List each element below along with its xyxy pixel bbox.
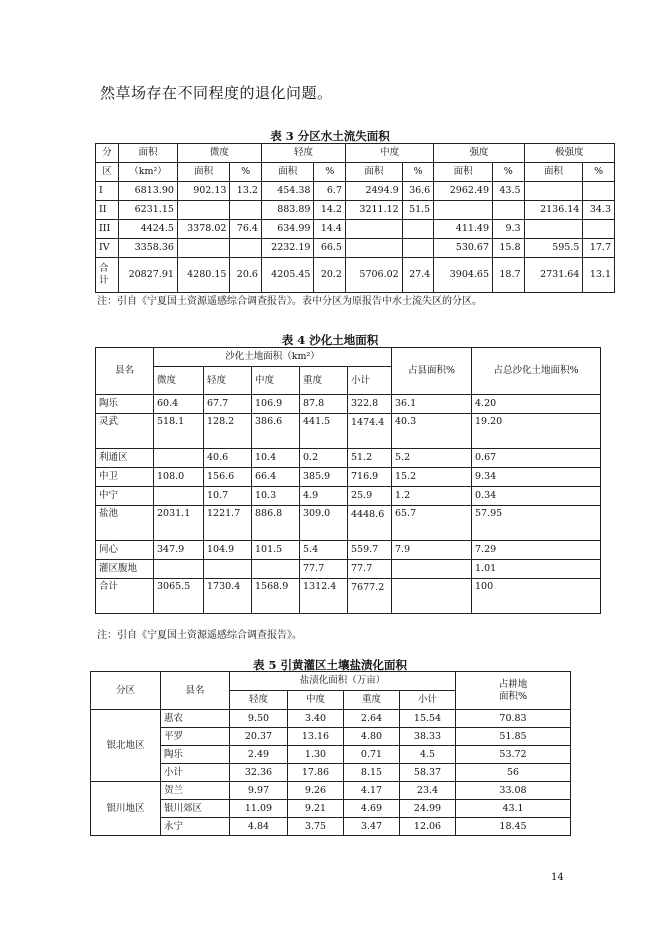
table-cell: 51.5 <box>402 201 434 220</box>
table-cell: 3358.36 <box>119 239 178 258</box>
row-label: 中宁 <box>96 487 154 506</box>
row-label: 永宁 <box>161 818 230 836</box>
table-cell: 3.40 <box>288 710 344 728</box>
table-cell: 67.7 <box>204 395 252 414</box>
table-cell: 40.3 <box>392 414 472 449</box>
row-label: 中卫 <box>96 468 154 487</box>
table-cell: 454.38 <box>261 182 314 201</box>
table4-note: 注：引自《宁夏国土资源遥感综合调查报告》。 <box>97 630 302 641</box>
table-cell <box>230 201 262 220</box>
table3-header-fenqu-b: 区 <box>96 163 119 182</box>
table-row <box>96 258 615 293</box>
row-label: 小计 <box>161 764 230 782</box>
table-cell: 7.29 <box>472 541 601 560</box>
table-cell: 559.7 <box>348 541 392 560</box>
table4-caption: 表 4 沙化土地面积 <box>281 333 379 347</box>
table-cell: 58.37 <box>400 764 456 782</box>
table-cell: 13.2 <box>230 182 262 201</box>
table3-subheader-area: 面积 <box>524 163 583 182</box>
table-cell <box>524 220 583 239</box>
table-cell: 1.01 <box>472 560 601 579</box>
table-cell <box>177 201 230 220</box>
table5-caption: 表 5 引黄灌区土壤盐渍化面积 <box>252 658 407 672</box>
table4-subheader: 中度 <box>252 367 300 395</box>
table-cell: 9.34 <box>472 468 601 487</box>
row-label: 陶乐 <box>161 746 230 764</box>
table3-header-area: 面积 <box>119 144 178 163</box>
table-cell: 43.1 <box>456 800 571 818</box>
row-label: 灌区腹地 <box>96 560 154 579</box>
table-row <box>91 746 571 764</box>
table-cell: 3.47 <box>344 818 400 836</box>
table-cell: 2.64 <box>344 710 400 728</box>
table-cell <box>434 201 493 220</box>
table-cell: 25.9 <box>348 487 392 506</box>
table-cell: 3065.5 <box>154 579 204 614</box>
table-cell: 18.7 <box>493 258 525 293</box>
table-cell: 77.7 <box>348 560 392 579</box>
table4-subheader: 轻度 <box>204 367 252 395</box>
table-cell <box>204 560 252 579</box>
table3-header-area-unit: （km²） <box>119 163 178 182</box>
row-label: IV <box>96 239 119 258</box>
table4-header-pct-total: 占总沙化土地面积% <box>472 348 601 395</box>
table5-header-pct-line2: 面积% <box>499 690 528 702</box>
table-cell: 634.99 <box>261 220 314 239</box>
table-cell: 156.6 <box>204 468 252 487</box>
table5-subheader: 中度 <box>288 691 344 710</box>
table-row <box>91 800 571 818</box>
table-cell: 2731.64 <box>524 258 583 293</box>
table4-subheader: 重度 <box>300 367 348 395</box>
table-cell: 1474.4 <box>348 414 392 449</box>
table4-desertification <box>95 347 601 614</box>
row-label: II <box>96 201 119 220</box>
table-cell: 13.1 <box>583 258 615 293</box>
table-cell: 6231.15 <box>119 201 178 220</box>
table-cell: 15.54 <box>400 710 456 728</box>
table3-subheader-pct: % <box>230 163 262 182</box>
table-cell: 1221.7 <box>204 506 252 541</box>
table-cell <box>402 239 434 258</box>
table-cell: 43.5 <box>493 182 525 201</box>
table-cell: 4.17 <box>344 782 400 800</box>
table-cell: 2.49 <box>230 746 288 764</box>
table-row <box>96 182 615 201</box>
table-cell: 12.06 <box>400 818 456 836</box>
table-cell: 8.15 <box>344 764 400 782</box>
table-cell: 2136.14 <box>524 201 583 220</box>
table-cell: 60.4 <box>154 395 204 414</box>
table-cell <box>583 182 615 201</box>
table-cell: 595.5 <box>524 239 583 258</box>
table-row <box>96 487 601 506</box>
table-cell: 51.85 <box>456 728 571 746</box>
table-cell: 33.08 <box>456 782 571 800</box>
table-cell: 386.6 <box>252 414 300 449</box>
table-cell: 14.2 <box>314 201 346 220</box>
table-cell: 24.99 <box>400 800 456 818</box>
table-row <box>96 395 601 414</box>
table-cell <box>154 487 204 506</box>
table-cell: 4.80 <box>344 728 400 746</box>
table-cell: 23.4 <box>400 782 456 800</box>
table-cell: 66.5 <box>314 239 346 258</box>
row-label: 贺兰 <box>161 782 230 800</box>
table-cell: 20.2 <box>314 258 346 293</box>
table-cell <box>524 182 583 201</box>
table-cell: 51.2 <box>348 449 392 468</box>
table-row <box>91 710 571 728</box>
table-cell: 441.5 <box>300 414 348 449</box>
table-row <box>96 560 601 579</box>
table-row <box>91 818 571 836</box>
region-label: 银北地区 <box>91 710 161 782</box>
table-cell: 3211.12 <box>345 201 402 220</box>
table4-subheader: 微度 <box>154 367 204 395</box>
table-cell: 77.7 <box>300 560 348 579</box>
table-cell: 2494.9 <box>345 182 402 201</box>
table-cell: 101.5 <box>252 541 300 560</box>
table-cell: 3.75 <box>288 818 344 836</box>
table-cell: 18.45 <box>456 818 571 836</box>
region-label: 银川地区 <box>91 782 161 836</box>
table-cell: 106.9 <box>252 395 300 414</box>
table3-header-group: 微度 <box>177 144 261 163</box>
table4-header-group: 沙化土地面积（km²） <box>154 348 392 367</box>
table-cell: 7.9 <box>392 541 472 560</box>
table-row <box>96 239 615 258</box>
row-label: 银川郊区 <box>161 800 230 818</box>
table-cell: 9.97 <box>230 782 288 800</box>
row-label: 盐池 <box>96 506 154 541</box>
table3-note: 注：引自《宁夏国土资源遥感综合调查报告》。表中分区为原报告中水土流失区的分区。 <box>97 296 482 307</box>
table-cell: 4.9 <box>300 487 348 506</box>
table-cell <box>154 560 204 579</box>
table3-subheader-pct: % <box>402 163 434 182</box>
table3-header-group: 强度 <box>434 144 524 163</box>
table5-header-pct <box>456 672 571 710</box>
table-cell: 5706.02 <box>345 258 402 293</box>
table-cell: 1.2 <box>392 487 472 506</box>
table-cell: 3378.02 <box>177 220 230 239</box>
table-cell: 36.6 <box>402 182 434 201</box>
table-cell: 322.8 <box>348 395 392 414</box>
table-cell: 886.8 <box>252 506 300 541</box>
table3-erosion <box>95 143 615 293</box>
table3-subheader-area: 面积 <box>261 163 314 182</box>
table-cell: 10.4 <box>252 449 300 468</box>
table-cell: 56 <box>456 764 571 782</box>
table3-subheader-pct: % <box>493 163 525 182</box>
table-cell <box>252 560 300 579</box>
table-cell: 0.2 <box>300 449 348 468</box>
table-cell: 87.8 <box>300 395 348 414</box>
table-cell: 518.1 <box>154 414 204 449</box>
row-label: 平罗 <box>161 728 230 746</box>
table-row <box>91 764 571 782</box>
table-cell: 9.50 <box>230 710 288 728</box>
table-cell: 2962.49 <box>434 182 493 201</box>
table-cell: 15.2 <box>392 468 472 487</box>
table5-salinization <box>90 671 571 836</box>
table-cell: 309.0 <box>300 506 348 541</box>
table-cell: 17.7 <box>583 239 615 258</box>
table-cell: 4.69 <box>344 800 400 818</box>
table4-header-pct-county: 占县面积% <box>392 348 472 395</box>
table-cell: 53.72 <box>456 746 571 764</box>
table4-header-county: 县名 <box>96 348 154 395</box>
table-cell: 883.89 <box>261 201 314 220</box>
table-cell: 20.37 <box>230 728 288 746</box>
table-cell <box>392 560 472 579</box>
table-cell: 4448.6 <box>348 506 392 541</box>
table-cell: 4280.15 <box>177 258 230 293</box>
table-cell: 70.83 <box>456 710 571 728</box>
table-cell: 10.7 <box>204 487 252 506</box>
table3-caption: 表 3 分区水土流失面积 <box>270 129 390 143</box>
table-cell: 4.84 <box>230 818 288 836</box>
table5-header-group: 盐渍化面积（万亩） <box>230 672 456 691</box>
table-cell: 11.09 <box>230 800 288 818</box>
table-row <box>96 541 601 560</box>
table5-header-pct-line1: 占耕地 <box>498 678 528 690</box>
table3-subheader-area: 面积 <box>177 163 230 182</box>
table-cell: 1312.4 <box>300 579 348 614</box>
table-row <box>96 468 601 487</box>
table5-header-county: 县名 <box>161 672 230 710</box>
table-cell: 38.33 <box>400 728 456 746</box>
table5-subheader: 重度 <box>344 691 400 710</box>
table-cell: 3904.65 <box>434 258 493 293</box>
table-cell: 40.6 <box>204 449 252 468</box>
table-cell <box>392 579 472 614</box>
table-cell: 1568.9 <box>252 579 300 614</box>
row-label: 惠农 <box>161 710 230 728</box>
table3-header-group: 中度 <box>345 144 433 163</box>
table-cell: 902.13 <box>177 182 230 201</box>
table-cell: 17.86 <box>288 764 344 782</box>
table3-subheader-pct: % <box>314 163 346 182</box>
table-row <box>91 782 571 800</box>
row-label: I <box>96 182 119 201</box>
table-cell: 27.4 <box>402 258 434 293</box>
table-cell: 7677.2 <box>348 579 392 614</box>
table-cell: 347.9 <box>154 541 204 560</box>
table-cell: 0.67 <box>472 449 601 468</box>
table-cell: 19.20 <box>472 414 601 449</box>
table-cell: 20827.91 <box>119 258 178 293</box>
table-cell: 9.3 <box>493 220 525 239</box>
table-cell: 15.8 <box>493 239 525 258</box>
table-cell: 1730.4 <box>204 579 252 614</box>
row-label: 灵武 <box>96 414 154 449</box>
table-cell: 20.6 <box>230 258 262 293</box>
row-label: 合计 <box>96 579 154 614</box>
table3-subheader-pct: % <box>583 163 615 182</box>
table5-subheader: 轻度 <box>230 691 288 710</box>
table-cell: 65.7 <box>392 506 472 541</box>
table-cell <box>154 449 204 468</box>
table-cell: 716.9 <box>348 468 392 487</box>
intro-paragraph: 然草场存在不同程度的退化问题。 <box>100 84 333 102</box>
table-cell: 9.21 <box>288 800 344 818</box>
table-row <box>96 579 601 614</box>
table-cell: 4424.5 <box>119 220 178 239</box>
table-cell: 10.3 <box>252 487 300 506</box>
table-cell: 0.34 <box>472 487 601 506</box>
table-cell: 128.2 <box>204 414 252 449</box>
table-cell: 66.4 <box>252 468 300 487</box>
table5-header-region: 分区 <box>91 672 161 710</box>
table-cell: 5.2 <box>392 449 472 468</box>
table-cell: 108.0 <box>154 468 204 487</box>
table-cell <box>230 239 262 258</box>
table-cell <box>493 201 525 220</box>
table-cell: 36.1 <box>392 395 472 414</box>
table-cell <box>402 220 434 239</box>
table-cell: 6813.90 <box>119 182 178 201</box>
table-row <box>96 449 601 468</box>
table-cell <box>583 220 615 239</box>
table-cell: 14.4 <box>314 220 346 239</box>
row-label: 合计 <box>96 258 119 293</box>
table-cell: 76.4 <box>230 220 262 239</box>
table-cell: 5.4 <box>300 541 348 560</box>
table5-subheader: 小计 <box>400 691 456 710</box>
table-cell: 2031.1 <box>154 506 204 541</box>
table-cell: 4.20 <box>472 395 601 414</box>
table-cell: 57.95 <box>472 506 601 541</box>
table-cell: 4205.45 <box>261 258 314 293</box>
table-cell: 104.9 <box>204 541 252 560</box>
table-cell <box>345 220 402 239</box>
table-cell: 1.30 <box>288 746 344 764</box>
table-row <box>96 506 601 541</box>
table-cell <box>177 239 230 258</box>
table-cell: 9.26 <box>288 782 344 800</box>
row-label: III <box>96 220 119 239</box>
row-label: 同心 <box>96 541 154 560</box>
table-row <box>96 201 615 220</box>
table-cell: 411.49 <box>434 220 493 239</box>
table3-subheader-area: 面积 <box>434 163 493 182</box>
table-cell: 4.5 <box>400 746 456 764</box>
table-cell <box>345 239 402 258</box>
table-row <box>96 220 615 239</box>
page-number: 14 <box>551 872 564 883</box>
table3-header-fenqu-a: 分 <box>96 144 119 163</box>
table-cell: 34.3 <box>583 201 615 220</box>
table-cell: 0.71 <box>344 746 400 764</box>
table3-header-group: 轻度 <box>261 144 345 163</box>
table-cell: 6.7 <box>314 182 346 201</box>
table-cell: 100 <box>472 579 601 614</box>
table4-subheader: 小计 <box>348 367 392 395</box>
table-row <box>96 414 601 449</box>
table-cell: 2232.19 <box>261 239 314 258</box>
table-row <box>91 728 571 746</box>
table-cell: 530.67 <box>434 239 493 258</box>
table-cell: 32.36 <box>230 764 288 782</box>
table3-header-group: 极强度 <box>524 144 614 163</box>
table-cell: 385.9 <box>300 468 348 487</box>
table3-subheader-area: 面积 <box>345 163 402 182</box>
row-label: 陶乐 <box>96 395 154 414</box>
table-cell: 13.16 <box>288 728 344 746</box>
row-label: 利通区 <box>96 449 154 468</box>
